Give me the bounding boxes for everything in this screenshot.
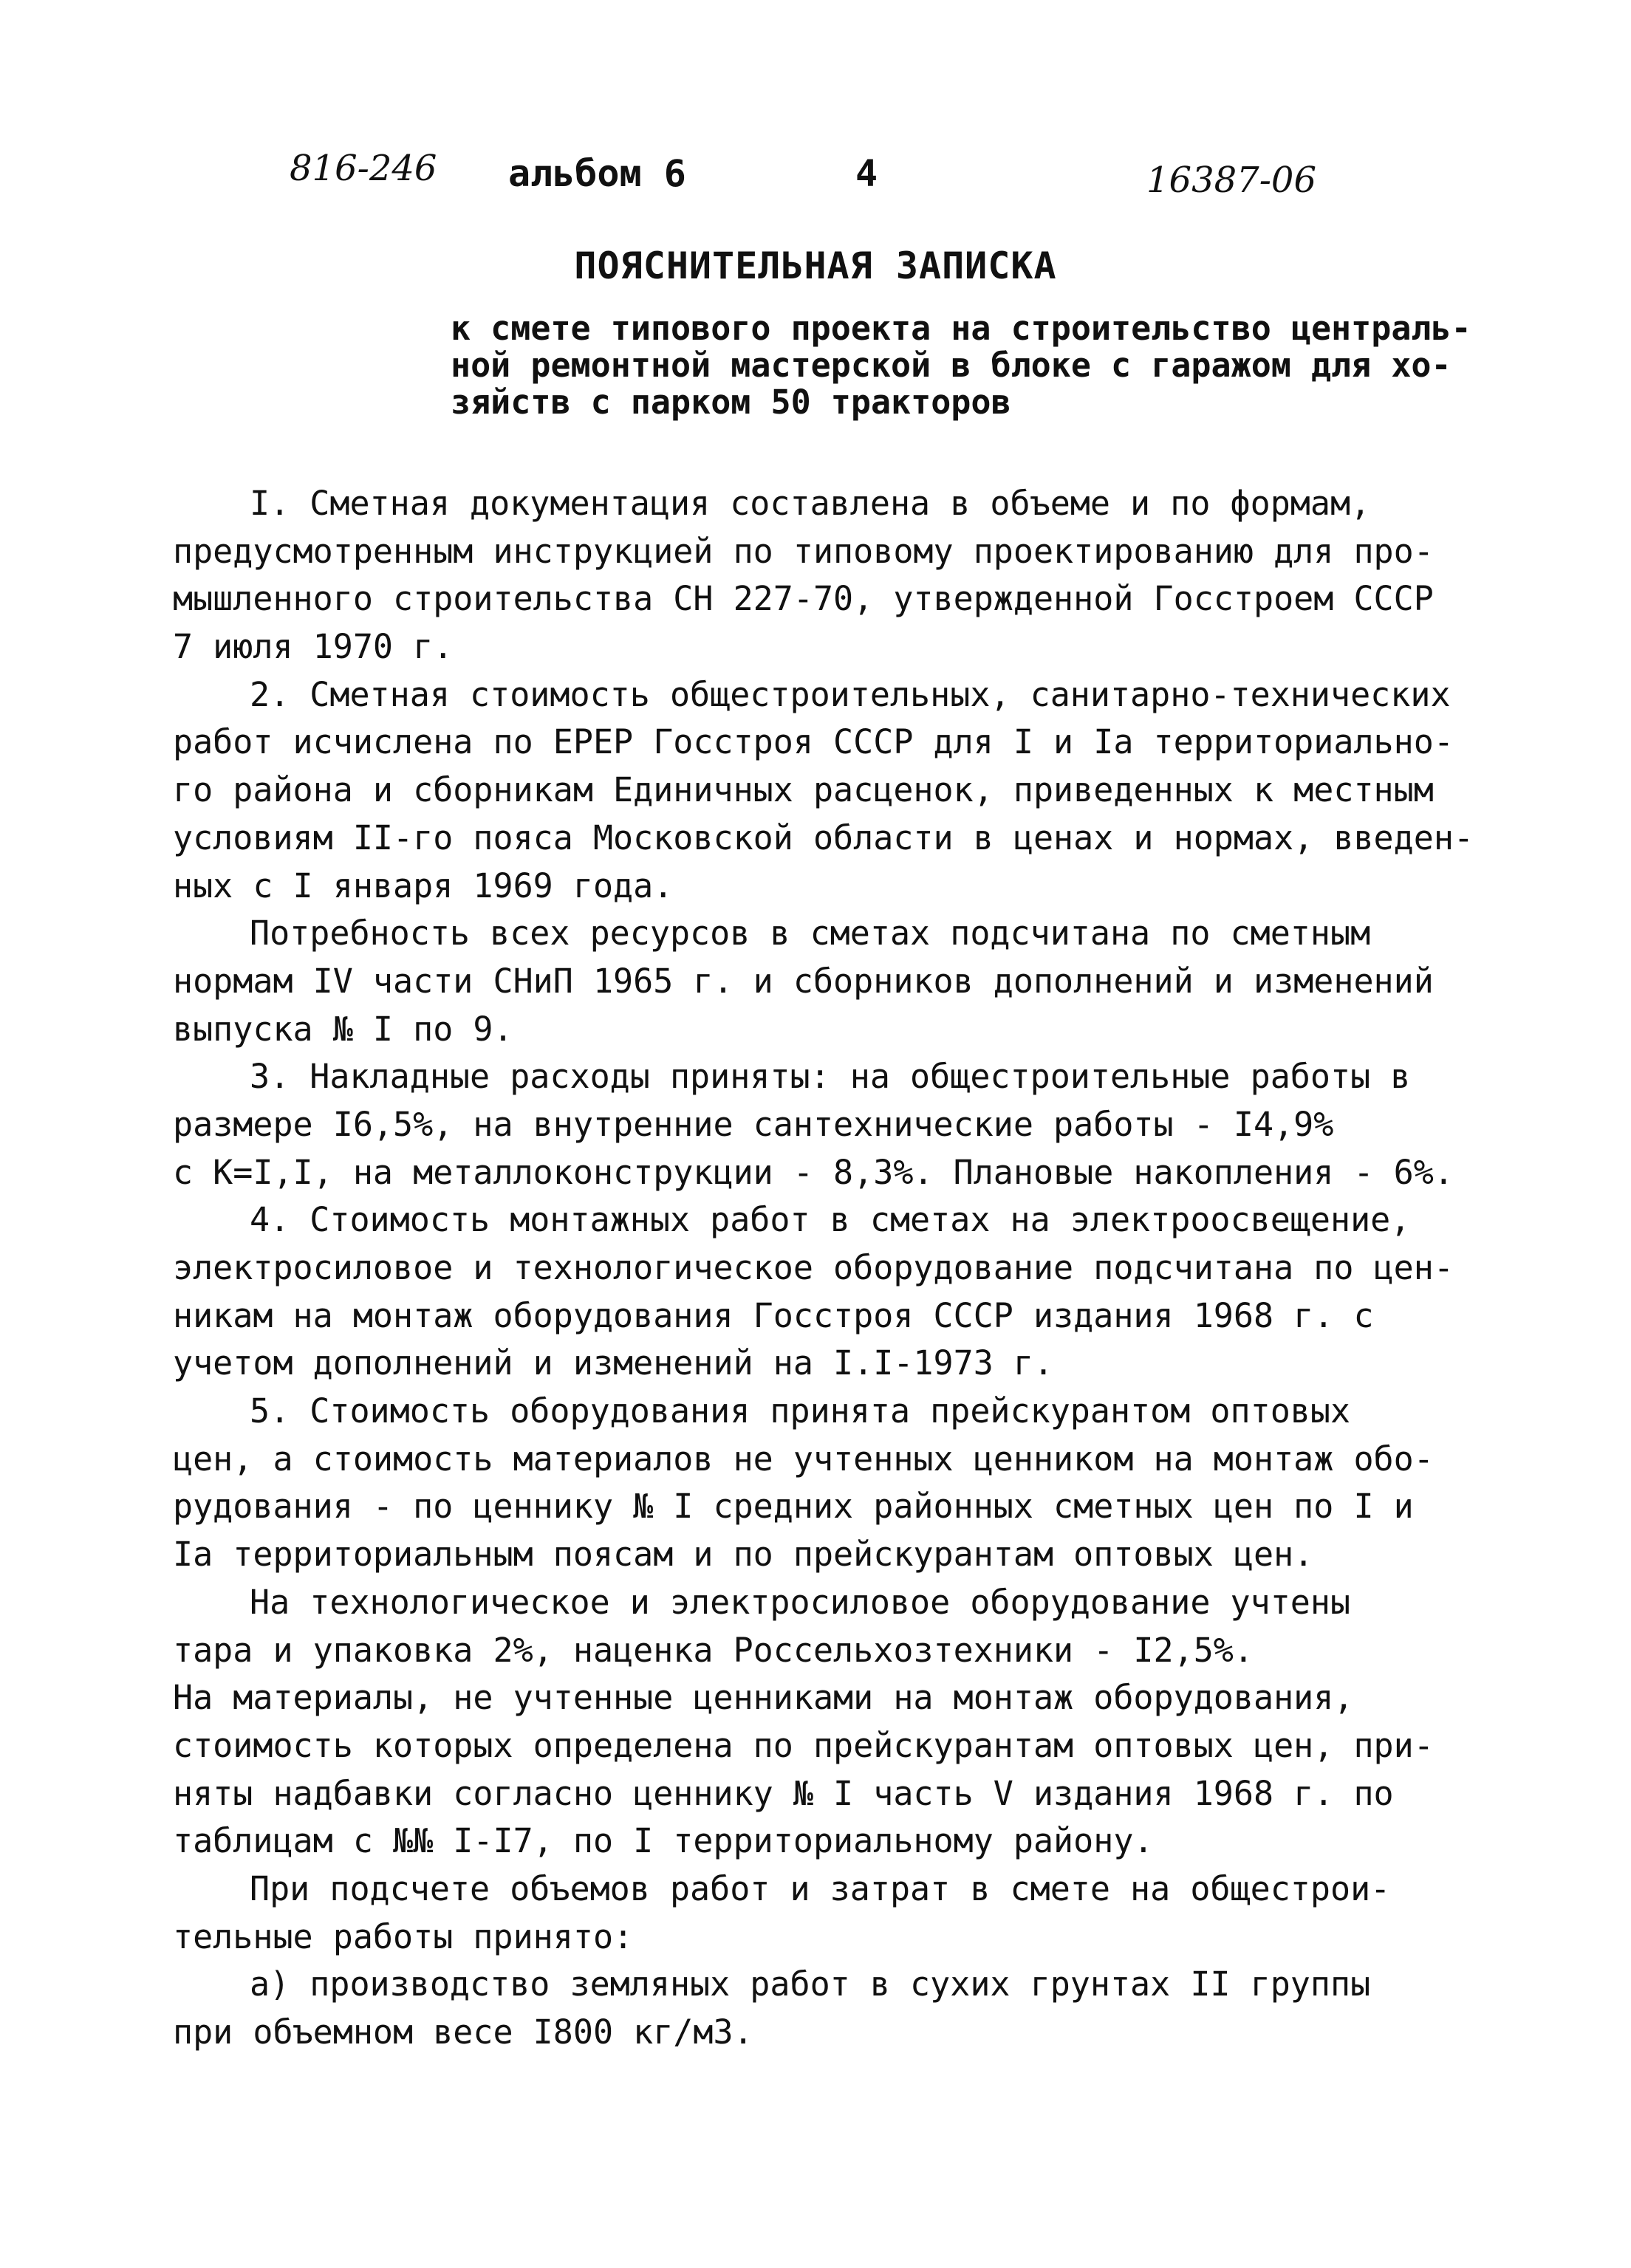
text-line: На материалы, не учтенные ценниками на монтаж оборудования,	[173, 1678, 1354, 1718]
text-line: 2. Сметная стоимость общестроительных, санитарно-технических	[250, 674, 1451, 714]
album-label: альбом 6	[508, 152, 686, 195]
text-line: Потребность всех ресурсов в сметах подсчитана по сметным	[250, 914, 1371, 953]
text-line: учетом дополнений и изменений на I.I-1973 г.	[173, 1343, 1054, 1383]
text-line: Iа территориальным поясам и по прейскурантам оптовых цен.	[173, 1535, 1314, 1575]
text-line: размере I6,5%, на внутренние сантехнические работы - I4,9%	[173, 1104, 1334, 1144]
text-line: работ исчислена по ЕРЕР Госстроя СССР для I и Iа территориально-	[173, 722, 1454, 762]
text-line: I. Сметная документация составлена в объеме и по формам,	[250, 484, 1371, 523]
text-line: На технологическое и электросиловое оборудование учтены	[250, 1582, 1351, 1622]
text-line: рудования - по ценнику № I средних районных сметных цен по I и	[173, 1487, 1414, 1527]
text-line: при объемном весе I800 кг/м3.	[173, 2012, 753, 2052]
text-line: ных с I января 1969 года.	[173, 866, 674, 905]
text-line: го района и сборникам Единичных расценок, приведенных к местным	[173, 770, 1434, 810]
subtitle-line: к смете типового проекта на строительство централь-	[451, 309, 1471, 348]
handwritten-code: 816-246	[290, 148, 437, 189]
text-line: 4. Стоимость монтажных работ в сметах на электроосвещение,	[250, 1200, 1411, 1240]
text-line: 5. Стоимость оборудования принята прейскурантом оптовых	[250, 1391, 1351, 1431]
text-line: цен, а стоимость материалов не учтенных ценником на монтаж обо-	[173, 1439, 1434, 1479]
text-line: 7 июля 1970 г.	[173, 627, 454, 667]
handwritten-number: 16387-06	[1146, 160, 1316, 201]
text-line: 3. Накладные расходы приняты: на общестроительные работы в	[250, 1057, 1411, 1097]
subtitle-line: ной ремонтной мастерской в блоке с гаражом для хо-	[451, 346, 1452, 385]
text-line: а) производство земляных работ в сухих грунтах II группы	[250, 1964, 1371, 2004]
text-line: условиям II-го пояса Московской области в ценах и нормах, введен-	[173, 818, 1474, 857]
text-line: стоимость которых определена по прейскурантам оптовых цен, при-	[173, 1725, 1434, 1765]
text-line: тельные работы принято:	[173, 1916, 634, 1956]
text-line: няты надбавки согласно ценнику № I часть V издания 1968 г. по	[173, 1773, 1394, 1813]
text-line: предусмотренным инструкцией по типовому проектированию для про-	[173, 531, 1434, 571]
text-line: нормам IV части СНиП 1965 г. и сборников дополнений и изменений	[173, 961, 1434, 1001]
document-subtitle	[451, 309, 1471, 422]
text-line: с К=I,I, на металлоконструкции - 8,3%. Плановые накопления - 6%.	[173, 1152, 1454, 1192]
page-number: 4	[855, 152, 878, 195]
document-title: ПОЯСНИТЕЛЬНАЯ ЗАПИСКА	[574, 244, 1057, 287]
text-line: выпуска № I по 9.	[173, 1009, 513, 1049]
text-line: электросиловое и технологическое оборудование подсчитана по цен-	[173, 1248, 1454, 1287]
text-line: таблицам с №№ I-I7, по I территориальному району.	[173, 1821, 1154, 1861]
subtitle-line: зяйств с парком 50 тракторов	[451, 383, 1011, 422]
text-line: мышленного строительства СН 227-70, утвержденной Госстроем СССР	[173, 579, 1434, 619]
document-body	[173, 480, 1473, 2057]
text-line: При подсчете объемов работ и затрат в смете на общестрои-	[250, 1868, 1391, 1908]
text-line: тара и упаковка 2%, наценка Россельхозтехники - I2,5%.	[173, 1630, 1254, 1670]
text-line: никам на монтаж оборудования Госстроя СССР издания 1968 г. с	[173, 1295, 1374, 1335]
